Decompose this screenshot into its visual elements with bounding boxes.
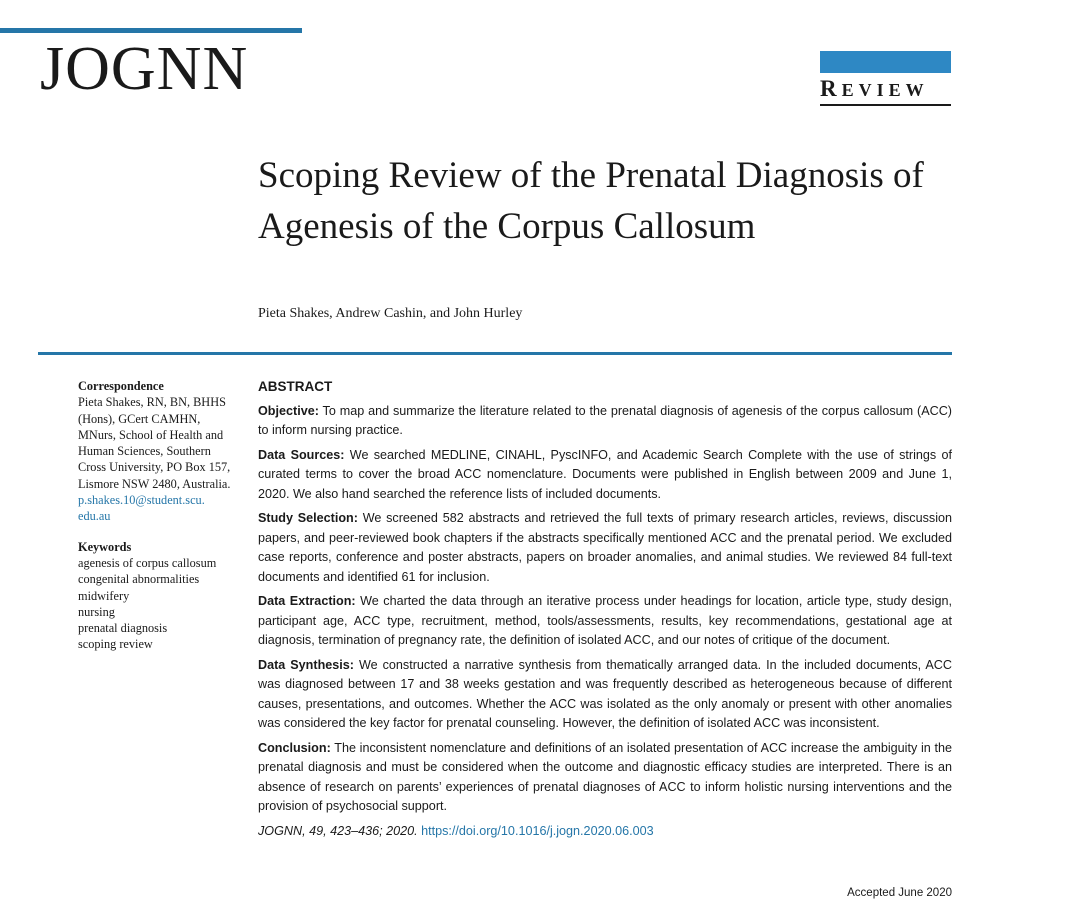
section-label: Conclusion: <box>258 740 331 755</box>
section-label: Study Selection: <box>258 511 358 525</box>
abstract-objective <box>258 402 952 441</box>
section-label-rest: EVIEW <box>841 80 929 100</box>
section-text: We screened 582 abstracts and retrieved the full texts of primary research articles, reviews, discussion papers, and peer-reviewed book chapters if the abstracts specifically mentioned ACC and the prenatal period. We excluded case reports, conference and poster abstracts, papers on broader anomalies, and animal studies. We reviewed 84 full-text documents and identified 61 for inclusion. <box>258 511 952 584</box>
journal-logo: JOGNN <box>40 35 249 103</box>
doi-link[interactable]: https://doi.org/10.1016/j.jogn.2020.06.003 <box>421 823 654 838</box>
article-authors: Pieta Shakes, Andrew Cashin, and John Hurley <box>258 306 523 321</box>
correspondence-email-line1[interactable]: p.shakes.10@student.scu. <box>78 493 205 508</box>
abstract-data-sources <box>258 446 952 505</box>
accepted-date: Accepted June 2020 <box>847 887 952 899</box>
correspondence-email-line2[interactable]: edu.au <box>78 509 111 524</box>
keywords-heading: Keywords <box>78 539 132 554</box>
abstract-conclusion <box>258 739 952 817</box>
abstract-data-synthesis <box>258 656 952 734</box>
section-label: Objective: <box>258 403 319 418</box>
abstract-heading: ABSTRACT <box>258 379 333 394</box>
sidebar <box>78 378 238 653</box>
section-text: We constructed a narrative synthesis from thematically arranged data. In the included documents, ACC was diagnosed between 17 and 38 weeks gestation and was frequently described as heterogeneous because of different causes, presentations, and outcomes. Whether the ACC was isolated as the only anomaly or present with other anomalies was considered the key factor for prenatal counseling. However, the definition of isolated ACC was inconsistent. <box>258 657 952 730</box>
citation: JOGNN, 49, 423–436; 2020. <box>258 823 418 838</box>
correspondence-heading: Correspondence <box>78 379 164 393</box>
section-text: We charted the data through an iterative process under headings for location, article type, study design, participant age, ACC type, recruitment, method, tools/assessments, results, key recommendations, gestational age at diagnosis, termination of pregnancy rate, the definition of isolated ACC, and our notes of critique of the document. <box>258 594 952 647</box>
article-title: Scoping Review of the Prenatal Diagnosis of Agenesis of the Corpus Callosum <box>258 155 924 247</box>
abstract-data-extraction <box>258 592 952 651</box>
section-label: Data Sources: <box>258 447 345 462</box>
keyword-item: scoping review <box>78 637 153 652</box>
abstract <box>258 377 952 846</box>
top-accent-bar <box>0 28 302 33</box>
keyword-item: nursing <box>78 604 115 619</box>
section-text: We searched MEDLINE, CINAHL, PyscINFO, and Academic Search Complete with the use of strings of curated terms to cover the broad ACC nomenclature. Documents were published in English between 2009 and June 1, 2020. We also hand searched the reference lists of included documents. <box>258 447 953 501</box>
keyword-item: congenital abnormalities <box>78 572 200 587</box>
header-divider <box>38 352 952 355</box>
correspondence-text: Pieta Shakes, RN, BN, BHHS (Hons), GCert CAMHN, MNurs, School of Health and Human Sciences, Southern Cross University, PO Box 157, Lismore NSW 2480, Australia. <box>78 395 231 491</box>
section-text: The inconsistent nomenclature and definitions of an isolated presentation of ACC increase the ambiguity in the prenatal diagnosis and must be considered when the outcome and diagnostic efficacy studies are interpreted. There is an absence of research on parents’ experiences of prenatal diagnoses of ACC to inform holistic nursing interventions and the provision of psychosocial support. <box>258 740 952 813</box>
section-text: To map and summarize the literature related to the prenatal diagnosis of agenesis of the corpus callosum (ACC) to inform nursing practice. <box>258 403 952 437</box>
abstract-study-selection <box>258 509 952 587</box>
section-color-block <box>820 51 951 73</box>
section-label: Data Extraction: <box>258 594 356 608</box>
keyword-item: prenatal diagnosis <box>78 621 168 636</box>
section-label-initial: R <box>820 76 842 101</box>
section-label-underline <box>820 104 951 106</box>
section-label <box>820 76 951 102</box>
citation-line <box>258 822 952 842</box>
keyword-item: midwifery <box>78 588 130 603</box>
section-label: Data Synthesis: <box>258 657 354 672</box>
keyword-item: agenesis of corpus callosum <box>78 555 217 570</box>
